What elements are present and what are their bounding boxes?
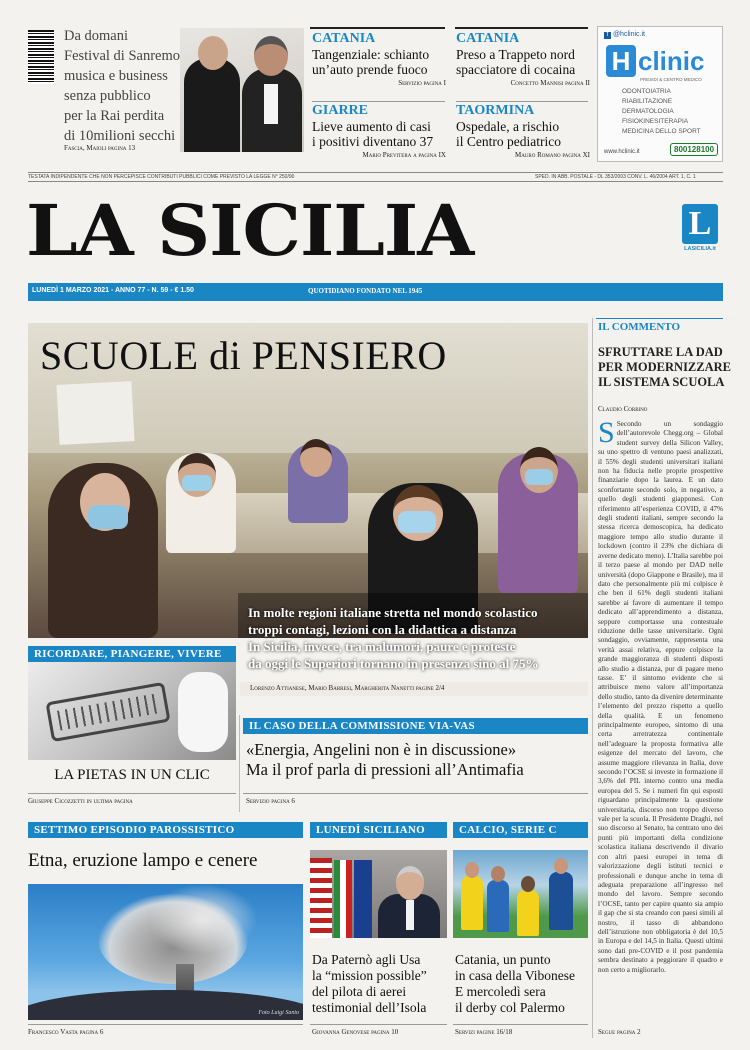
calcio-title: Catania, un punto in casa della Vibonese E mercoledì sera il derby col Palermo — [455, 952, 576, 1015]
ricordare-title: LA PIETAS IN UN CLIC — [54, 767, 210, 783]
speaker-head — [396, 866, 424, 900]
face-mask — [88, 505, 128, 529]
player-head — [465, 862, 479, 878]
ash-cloud — [148, 884, 258, 954]
dateline: LUNEDÌ 1 MARZO 2021 - ANNO 77 - N. 59 - € 1.50 — [32, 287, 194, 294]
usa-flag — [310, 858, 332, 938]
via-vas-title: «Energia, Angelini non è in discussione» Ma il prof parla di pressioni all’Antimafia — [246, 740, 524, 779]
player-head — [521, 876, 535, 892]
ad-site: www.hclinic.it — [604, 149, 640, 155]
speaker-shirt — [406, 900, 414, 930]
wall-paper — [56, 381, 134, 445]
teaser-byline: Mauro Romano pagina XI — [514, 151, 590, 159]
sanremo-teaser — [64, 26, 194, 146]
sanremo-line: Da domani — [64, 28, 129, 44]
etna-title: Etna, eruzione lampo e cenere — [28, 850, 258, 871]
lead-byline-bar — [240, 682, 588, 696]
sanremo-byline: Fascia, Maioli pagina 13 — [64, 144, 136, 152]
hclinic-logo — [606, 45, 704, 77]
calcio-photo — [453, 850, 588, 938]
ad-handle: f @hclinic.it — [604, 31, 645, 39]
divider — [312, 101, 445, 102]
presenter-right-head — [254, 36, 288, 76]
etna-photo — [28, 884, 303, 1020]
dateline-bar — [28, 283, 723, 301]
dropcap: S — [598, 420, 615, 449]
fineprint-left: TESTATA INDIPENDENTE CHE NON PERCEPISCE CONTRIBUTI PUBBLICI COME PREVISTO LA LEGGE N° 250/90 — [28, 174, 295, 180]
etna-credit: Foto Luigi Santo — [258, 1010, 299, 1016]
hclinic-ad — [597, 26, 723, 162]
teaser-label: CATANIA — [456, 31, 520, 46]
commento-rule — [596, 318, 723, 319]
teaser-taormina — [456, 103, 590, 159]
fineprint-right: SPED. IN ABB. POSTALE - DL 353/2003 CONV. L. 46/2004 ART. 1, C. 1 — [535, 174, 696, 180]
logo-site: LASICILIA.it — [684, 246, 716, 252]
teaser-byline: Mario Previtera a pagina IX — [362, 151, 446, 159]
logo-l-icon: L — [682, 204, 718, 244]
commento-body: S Secondo un sondaggio dell’autorevole Chegg.org – Global student survey della Silicon Valley, su uno spettro di ventuno paesi analizzati, il 55% degli studenti universitari italiani non ha fiducia nelle proprie prospettive finanziarie dopo la laurea. E un dato sconfortante secondo solo, in negativo, a quello degli studenti giapponesi. Con riferimento all’esperienza COVID, il 47% degli studenti italiani, sempre secondo la stessa ricerca demoscopica, ha dedicato maggiore tempo allo studio durante il lockdown (contro il 23% che dichiara di averne dedicato meno). L’Italia sarebbe poi il terzo paese al mondo per DAD nelle università (dopo Giappone e Brasile), ma il dato che personalmente più mi colpisce è che ben il 61% degli studenti italiani sarebbe ai favore di aumentare il tempo dedicato all’apprendimento a distanza, seppure comportasse una contestuale riduzione delle tasse universitarie. Ogni sondaggio, ovviamente, rappresenta una verità assai relativa, eppure colpisce la grande maggioranza di studenti disposti allo studio a distanza, pur di pagare meno tasse. E’ il sintomo evidente che si attribuisce meno valore all’importanza dello studio, tanto da divenire determinante l’elemento del prezzo rispetto a quello della qualità. E un fenomeno principalmente europeo, sintomo di una certa arretratezza continentale nell’adeguare la proposta formativa alle esigenze del mercato del lavoro, che assume maggiore rilevanza in Italia, dove secondo l’OCSE si investe in formazione il 3,6% del PIL interno contro una media europea del 5. Se i numeri fin qui esposti riguardano principalmente la questione universitaria, discorso non troppo diverso vale per la scuola. Il Presidente Draghi, nel suo discorso al Senato, ha centrato uno dei punti più importanti della condizione scolastica italiana descrivendo il divario con altri paesi europei in tema di valorizzazione degli istituti tecnici e professionali e dunque anche in tema di adeguata preparazione all’ingresso nel mondo del lavoro. Sempre secondo l’OCSE, tanto per capire quanto sia ampio il gap che si sta creando con paesi simili al nostro, il tasso di abbandono dell’istruzione non obbligatoria è del 10,5 in Europa e del 14,5 in Italia. Questi ultimi sono dati pre-COVID e il post pandemia sembra destinato a peggiorare il quadro e non certo a migliorarlo. — [598, 420, 723, 974]
ad-phone: 800128100 — [670, 143, 718, 156]
face-mask — [525, 469, 553, 485]
teaser-title: Tangenziale: schianto un’auto prende fuoco — [312, 47, 430, 77]
ad-tagline: PRESIDI & CENTRO MEDICO — [640, 77, 702, 82]
column-separator — [239, 715, 240, 812]
etna-band: SETTIMO EPISODIO PAROSSISTICO — [28, 822, 303, 838]
sanremo-photo — [180, 28, 304, 152]
top-rule — [455, 27, 588, 29]
teaser-byline: Servizio pagina I — [398, 79, 446, 87]
player-head — [554, 858, 568, 874]
commento-byline: Segue pagina 2 — [598, 1028, 641, 1036]
masthead-logo[interactable] — [678, 204, 722, 254]
teaser-title: Preso a Trappeto nord spacciatore di cocaina — [456, 47, 576, 77]
player — [487, 880, 509, 932]
lunedi-byline: Giovanna Genovese pagina 10 — [312, 1028, 399, 1036]
teaser-title: Lieve aumento di casi i positivi diventano 37 — [312, 119, 434, 149]
lead-summary: In molte regioni italiane stretta nel mondo scolastico troppi contagi, lezioni con la didattica a distanza In Sicilia, invece, tra malumori, paure e proteste da oggi le Superiori tornano in presenza sino al 75% — [248, 605, 539, 671]
ricordare-band: RICORDARE, PIANGERE, VIVERE — [28, 646, 236, 662]
face-mask — [182, 475, 212, 491]
divider — [28, 793, 236, 794]
lunedi-band: LUNEDÌ SICILIANO — [310, 822, 447, 838]
ricordare-byline: Giuseppe Cicozzetti in ultima pagina — [28, 797, 133, 805]
fineprint-rule — [28, 172, 723, 173]
etna-byline: Francesco Vasta pagina 6 — [28, 1028, 104, 1036]
column-separator — [592, 318, 593, 1038]
founded-line: QUOTIDIANO FONDATO NEL 1945 — [308, 287, 423, 295]
hclinic-brand: clinic — [638, 45, 705, 76]
player — [461, 876, 483, 930]
player-head — [491, 866, 505, 882]
divider — [243, 793, 588, 794]
fineprint-rule — [28, 181, 723, 182]
via-vas-band: IL CASO DELLA COMMISSIONE VIA-VAS — [243, 718, 588, 734]
teaser-label: CATANIA — [312, 31, 376, 46]
player — [549, 872, 573, 930]
teaser-giarre — [312, 103, 446, 159]
commento-author: Claudio Corbino — [598, 405, 648, 413]
sanremo-line: musica e business — [64, 68, 168, 84]
divider — [453, 1024, 588, 1025]
facebook-icon: f — [604, 32, 611, 39]
teaser-title: Ospedale, a rischio il Centro pediatrico — [456, 119, 561, 149]
barcode — [28, 30, 54, 84]
top-rule — [310, 27, 445, 29]
italy-flag — [334, 860, 352, 938]
presenter-left-figure — [184, 58, 240, 152]
sanremo-line: di 10milioni secchi — [64, 128, 176, 144]
teaser-label: TAORMINA — [456, 103, 535, 118]
player — [517, 890, 539, 936]
lead-headline: SCUOLE di PENSIERO — [40, 333, 447, 378]
divider — [456, 101, 588, 102]
eu-flag — [354, 860, 372, 938]
sanremo-line: senza pubblico — [64, 88, 151, 104]
figure-white — [178, 672, 228, 752]
lunedi-photo — [310, 850, 447, 938]
teaser-catania-2 — [456, 31, 590, 87]
presenter-left-head — [198, 36, 228, 70]
teaser-label: GIARRE — [312, 103, 369, 118]
face-mask — [398, 511, 436, 533]
student-face — [300, 439, 332, 477]
ricordare-photo — [28, 662, 236, 760]
ad-services: ODONTOIATRIA RIABILITAZIONE DERMATOLOGIA FISIOKINESITERAPIA MEDICINA DELLO SPORT — [622, 88, 701, 135]
lunedi-title: Da Paternò agli Usa la “mission possible” del pilota di aerei testimonial dell’Isola — [312, 952, 427, 1015]
shirt — [264, 84, 278, 124]
divider — [28, 1024, 303, 1025]
sanremo-line: Festival di Sanremo — [64, 48, 180, 64]
calcio-band: CALCIO, SERIE C — [453, 822, 588, 838]
commento-title: SFRUTTARE LA DAD PER MODERNIZZARE IL SISTEMA SCUOLA — [598, 345, 731, 389]
commento-label: IL COMMENTO — [598, 321, 681, 333]
masthead-title: LA SICILIA — [26, 189, 474, 272]
teaser-catania-1 — [312, 31, 446, 87]
via-vas-byline: Servizio pagina 6 — [246, 797, 295, 805]
sanremo-line: per la Rai perdita — [64, 108, 165, 124]
calcio-byline: Servizi pagine 16/18 — [455, 1028, 513, 1036]
teaser-byline: Concetto Mannisi pagina II — [510, 79, 590, 87]
divider — [310, 1024, 447, 1025]
hclinic-logo-mark: H — [606, 45, 636, 77]
lead-byline: Lorenzo Attianese, Mario Barresi, Margherita Nanetti pagine 2/4 — [250, 684, 445, 692]
